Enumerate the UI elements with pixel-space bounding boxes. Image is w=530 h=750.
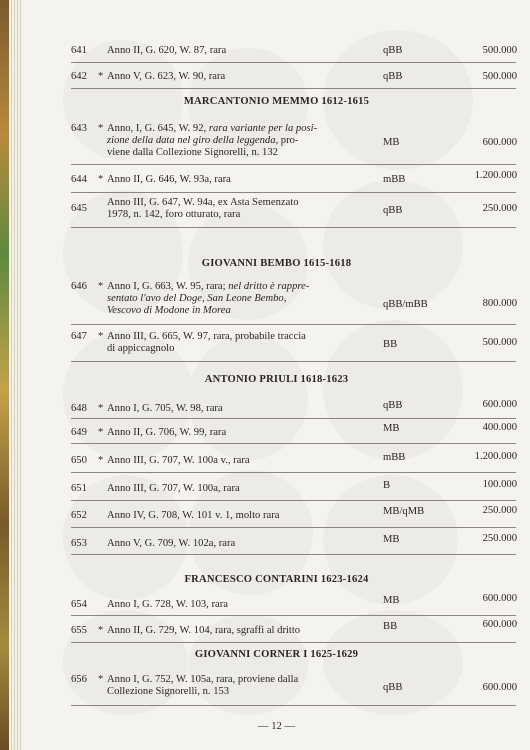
- lot-number: 656: [71, 674, 87, 685]
- lot-star: *: [98, 281, 104, 292]
- section-heading: ANTONIO PRIULI 1618-1623: [204, 374, 349, 385]
- lot-price: 250.000: [482, 505, 517, 516]
- lot-description: Anno II, G. 646, W. 93a, rara: [107, 174, 231, 185]
- section-heading: GIOVANNI CORNER I 1625-1629: [194, 649, 359, 660]
- lot-grade: B: [383, 480, 391, 491]
- divider: [71, 472, 516, 473]
- lot-star: *: [98, 174, 104, 185]
- lot-star: *: [98, 625, 104, 636]
- lot-number: 644: [71, 174, 87, 185]
- lot-grade: qBB: [383, 682, 403, 693]
- lot-number: 654: [71, 599, 87, 610]
- lot-number: 649: [71, 427, 87, 438]
- lot-row: [23, 71, 530, 87]
- lot-grade: mBB: [383, 174, 406, 185]
- lot-row: [23, 45, 530, 61]
- lot-row: [23, 621, 530, 637]
- lot-grade: MB: [383, 137, 400, 148]
- lot-price: 600.000: [482, 619, 517, 630]
- lot-description: Anno II, G. 706, W. 99, rara: [107, 427, 227, 438]
- lot-description: Anno I, G. 663, W. 95, rara; nel dritto è rappre- sentato l'avo del Doge, San Leone Bembo, Vescovo di Modone in Morea: [107, 281, 310, 316]
- lot-number: 645: [71, 203, 87, 214]
- lot-description: Anno III, G. 647, W. 94a, ex Asta Semenzato 1978, n. 142, foro otturato, rara: [107, 197, 299, 220]
- lot-star: *: [98, 455, 104, 466]
- divider: [71, 527, 516, 528]
- lot-number: 641: [71, 45, 87, 56]
- lot-description: Anno II, G. 729, W. 104, rara, sgraffi al dritto: [107, 625, 301, 636]
- lot-number: 655: [71, 625, 87, 636]
- divider: [71, 642, 516, 643]
- divider: [71, 418, 516, 419]
- divider: [71, 500, 516, 501]
- section-heading: FRANCESCO CONTARINI 1623-1624: [184, 574, 369, 585]
- lot-number: 647: [71, 331, 87, 342]
- lot-number: 650: [71, 455, 87, 466]
- lot-row: [23, 197, 530, 225]
- lot-description: Anno III, G. 707, W. 100a, rara: [107, 483, 240, 494]
- divider: [71, 227, 516, 228]
- lot-row: [23, 452, 530, 468]
- divider: [71, 554, 516, 555]
- divider: [71, 615, 516, 616]
- lot-description: Anno V, G. 623, W. 90, rara: [107, 71, 226, 82]
- lot-description: Anno II, G. 620, W. 87, rara: [107, 45, 227, 56]
- lot-grade: qBB: [383, 71, 403, 82]
- section-heading: GIOVANNI BEMBO 1615-1618: [201, 258, 352, 269]
- book-edge-strip: [0, 0, 9, 750]
- lot-description: Anno III, G. 707, W. 100a v., rara: [107, 455, 250, 466]
- lot-number: 642: [71, 71, 87, 82]
- lot-number: 648: [71, 403, 87, 414]
- lot-description: Anno, I, G. 645, W. 92, rara variante per la posi- zione della data nel giro della leggenda, pro- viene dalla Collezione Signorelli, n. 132: [107, 123, 318, 158]
- lot-grade: BB: [383, 621, 398, 632]
- lot-grade: BB: [383, 339, 398, 350]
- lot-grade: mBB: [383, 452, 406, 463]
- lot-description: Anno I, G. 728, W. 103, rara: [107, 599, 228, 610]
- lot-row: [23, 674, 530, 702]
- lot-star: *: [98, 403, 104, 414]
- lot-grade: qBB: [383, 45, 403, 56]
- lot-number: 652: [71, 510, 87, 521]
- lot-row: [23, 123, 530, 167]
- lot-number: 646: [71, 281, 87, 292]
- section-heading: MARCANTONIO MEMMO 1612-1615: [183, 96, 370, 107]
- divider: [71, 443, 516, 444]
- lot-star: *: [98, 674, 104, 685]
- lot-description: Anno IV, G. 708, W. 101 v. 1, molto rara: [107, 510, 280, 521]
- lot-grade: qBB: [383, 400, 403, 411]
- lot-grade: MB: [383, 595, 400, 606]
- lot-row: [23, 595, 530, 611]
- divider: [71, 361, 516, 362]
- lot-price: 600.000: [482, 137, 517, 148]
- page-stack-edge: [9, 0, 23, 750]
- lot-star: *: [98, 71, 104, 82]
- lot-description: Anno III, G. 665, W. 97, rara, probabile traccia di appiccagnolo: [107, 331, 306, 354]
- catalog-page: [23, 0, 530, 750]
- lot-number: 643: [71, 123, 87, 134]
- lot-grade: MB: [383, 423, 400, 434]
- lot-star: *: [98, 427, 104, 438]
- divider: [71, 62, 516, 63]
- lot-row: [23, 170, 530, 186]
- lot-price: 1.200.000: [474, 170, 517, 181]
- divider: [71, 164, 516, 165]
- lot-price: 600.000: [482, 399, 517, 410]
- divider: [71, 705, 516, 706]
- lot-price: 500.000: [482, 337, 517, 348]
- lot-number: 653: [71, 538, 87, 549]
- lot-price: 600.000: [482, 682, 517, 693]
- lot-grade: qBB/mBB: [383, 299, 428, 310]
- lot-row: [23, 331, 530, 359]
- lot-star: *: [98, 331, 104, 342]
- lot-price: 500.000: [482, 45, 517, 56]
- lot-price: 100.000: [482, 479, 517, 490]
- lot-star: *: [98, 123, 104, 134]
- lot-price: 250.000: [482, 533, 517, 544]
- lot-price: 250.000: [482, 203, 517, 214]
- lot-price: 500.000: [482, 71, 517, 82]
- lot-price: 800.000: [482, 298, 517, 309]
- divider: [71, 88, 516, 89]
- lot-row: [23, 400, 530, 416]
- lot-grade: MB/qMB: [383, 506, 425, 517]
- lot-row: [23, 534, 530, 550]
- lot-description: Anno I, G. 752, W. 105a, rara, proviene dalla Collezione Signorelli, n. 153: [107, 674, 299, 697]
- page-number: — 12 —: [257, 721, 296, 732]
- lot-price: 1.200.000: [474, 451, 517, 462]
- lot-row: [23, 506, 530, 522]
- lot-grade: qBB: [383, 205, 403, 216]
- lot-price: 400.000: [482, 422, 517, 433]
- lot-row: [23, 423, 530, 439]
- divider: [71, 324, 516, 325]
- lot-price: 600.000: [482, 593, 517, 604]
- lot-grade: MB: [383, 534, 400, 545]
- lot-number: 651: [71, 483, 87, 494]
- lot-row: [23, 480, 530, 496]
- lot-description: Anno I, G. 705, W. 98, rara: [107, 403, 223, 414]
- divider: [71, 192, 516, 193]
- lot-description: Anno V, G. 709, W. 102a, rara: [107, 538, 236, 549]
